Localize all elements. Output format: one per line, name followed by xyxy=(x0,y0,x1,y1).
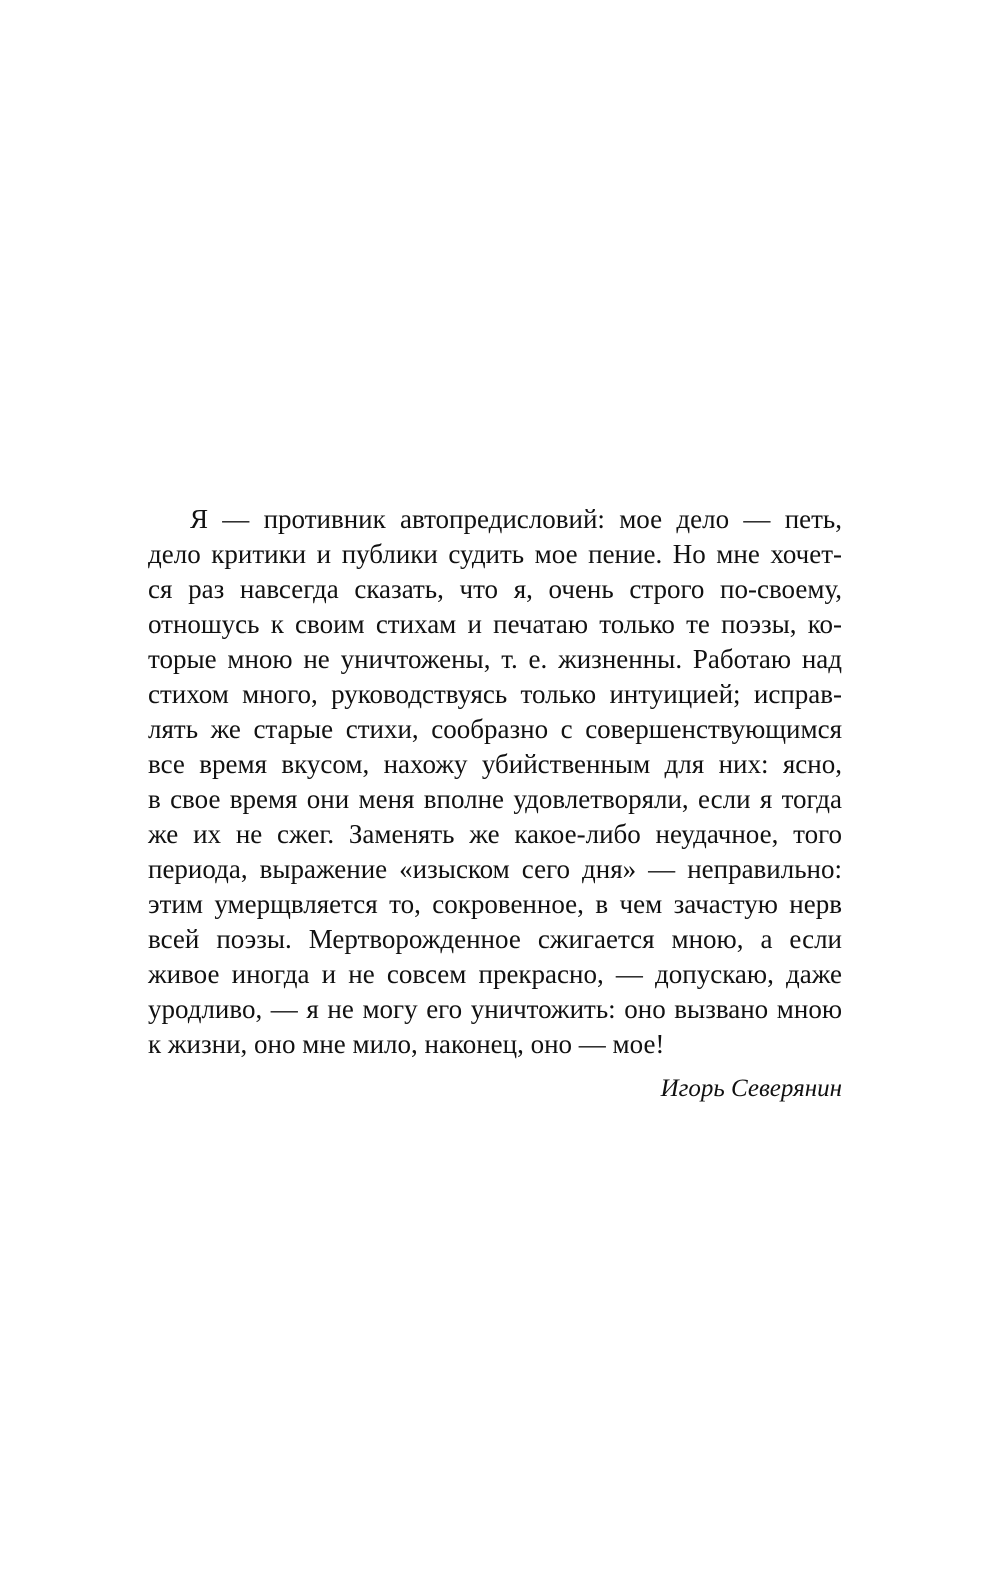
preface-line: отношусь к своим стихам и печатаю только те поэзы, ко- xyxy=(148,609,842,639)
preface-line: уродливо, — я не могу его уничтожить: оно вызвано мною xyxy=(148,994,842,1024)
preface-line: периода, выражение «изыском сего дня» — неправильно: xyxy=(148,854,842,884)
preface-line: ся раз навсегда сказать, что я, очень строго по-своему, xyxy=(148,574,842,604)
preface-line: всей поэзы. Мертворожденное сжигается мною, а если xyxy=(148,924,842,954)
preface-line: живое иногда и не совсем прекрасно, — допускаю, даже xyxy=(148,959,842,989)
preface-line: все время вкусом, нахожу убийственным для них: ясно, xyxy=(148,749,842,779)
preface-line: Я — противник автопредисловий: мое дело — петь, xyxy=(190,504,842,534)
preface-line: дело критики и публики судить мое пение. Но мне хочет- xyxy=(148,539,842,569)
preface-line: этим умерщвляется то, сокровенное, в чем зачастую нерв xyxy=(148,889,842,919)
preface-line: в свое время они меня вполне удовлетворяли, если я тогда xyxy=(148,784,842,814)
author-preface xyxy=(148,502,842,1105)
author-signature: Игорь Северянин xyxy=(660,1075,842,1102)
preface-line: торые мною не уничтожены, т. е. жизненны. Работаю над xyxy=(148,644,842,674)
preface-line: к жизни, оно мне мило, наконец, оно — мое! xyxy=(148,1029,665,1059)
preface-line: лять же старые стихи, сообразно с совершенствующимся xyxy=(148,714,842,744)
preface-line: стихом много, руководствуясь только интуицией; исправ- xyxy=(148,679,842,709)
preface-line: же их не сжег. Заменять же какое-либо неудачное, того xyxy=(148,819,842,849)
